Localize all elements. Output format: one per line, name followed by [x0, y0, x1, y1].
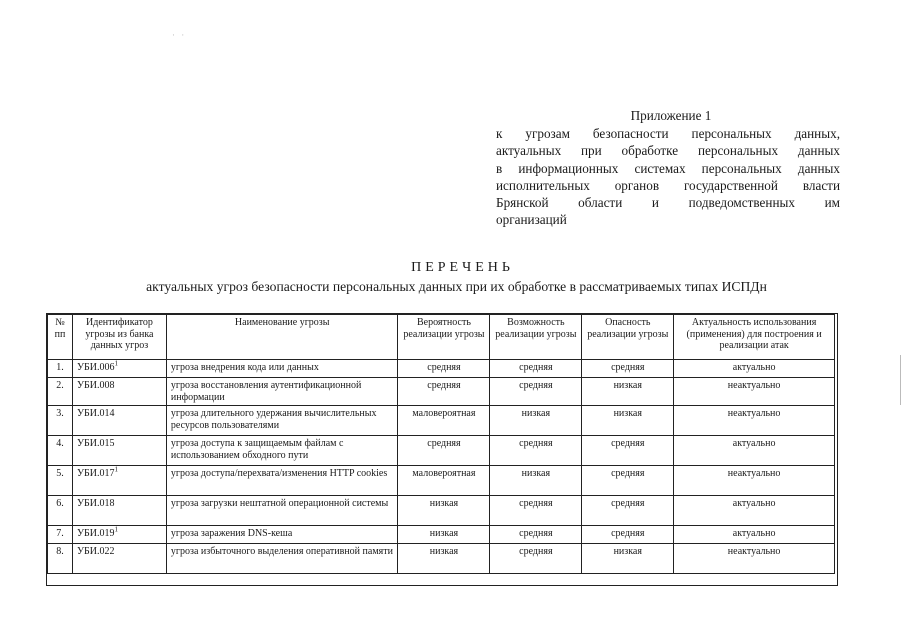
- cell-threat-id: [72, 526, 166, 544]
- cell-threat-name: [166, 526, 398, 544]
- cell-possibility: [490, 436, 582, 466]
- cell-relevance: [674, 360, 835, 378]
- cell-number: [48, 526, 73, 544]
- cell-threat-name: [166, 436, 398, 466]
- cell-possibility-text: средняя: [519, 362, 553, 373]
- cell-danger: [582, 496, 674, 526]
- header-danger: Опасность реализации угрозы: [582, 315, 674, 360]
- cell-threat-id-text: УБИ.015: [76, 438, 115, 449]
- appendix-line: организаций: [496, 212, 567, 228]
- cell-number: [48, 360, 73, 378]
- footnote-marker: 1: [114, 525, 119, 534]
- cell-threat-id-text: УБИ.019: [76, 528, 115, 539]
- cell-probability-text: средняя: [427, 380, 461, 391]
- table-row: [48, 526, 835, 544]
- cell-possibility-text: низкая: [521, 408, 551, 419]
- cell-probability: [398, 544, 490, 574]
- cell-threat-id: [72, 406, 166, 436]
- cell-probability-text: низкая: [429, 528, 459, 539]
- cell-number-text: 5.: [56, 468, 64, 479]
- cell-danger: [582, 544, 674, 574]
- cell-relevance: [674, 406, 835, 436]
- header-possibility: Возможность реализации угрозы: [490, 315, 582, 360]
- cell-relevance: [674, 378, 835, 406]
- footnote-marker: 1: [114, 359, 119, 368]
- appendix-line: в информационных системах персональных данных: [496, 160, 840, 176]
- cell-danger: [582, 466, 674, 496]
- cell-threat-name-text: угроза загрузки нештатной операционной системы: [170, 498, 389, 509]
- document-title: ПЕРЕЧЕНЬ: [411, 260, 514, 275]
- cell-possibility-text: средняя: [519, 546, 553, 557]
- header-number: № пп: [48, 315, 73, 360]
- cell-probability: [398, 360, 490, 378]
- cell-probability-text: средняя: [427, 362, 461, 373]
- cell-danger-text: средняя: [611, 362, 645, 373]
- table-row: [48, 496, 835, 526]
- cell-probability-text: маловероятная: [412, 468, 476, 479]
- cell-threat-name: [166, 360, 398, 378]
- appendix-header: [496, 107, 840, 228]
- cell-relevance: [674, 436, 835, 466]
- cell-probability: [398, 378, 490, 406]
- cell-possibility: [490, 406, 582, 436]
- footnote-marker: 1: [114, 465, 119, 474]
- cell-relevance-text: неактуально: [727, 408, 781, 419]
- cell-number-text: 7.: [56, 528, 64, 539]
- cell-threat-name: [166, 406, 398, 436]
- cell-threat-id: [72, 436, 166, 466]
- table-row: [48, 360, 835, 378]
- appendix-line: Брянской области и подведомственных им: [496, 195, 840, 211]
- cell-possibility: [490, 544, 582, 574]
- cell-possibility-text: средняя: [519, 438, 553, 449]
- cell-danger-text: низкая: [613, 380, 642, 391]
- appendix-line: к угрозам безопасности персональных данных,: [496, 126, 840, 142]
- cell-relevance-text: неактуально: [727, 468, 781, 479]
- cell-threat-name: [166, 496, 398, 526]
- cell-possibility: [490, 360, 582, 378]
- cell-threat-name: [166, 544, 398, 574]
- cell-threat-id: [72, 466, 166, 496]
- scan-speck: · ·: [172, 30, 187, 40]
- cell-danger-text: низкая: [613, 408, 642, 419]
- cell-danger-text: средняя: [611, 468, 645, 479]
- cell-threat-id-text: УБИ.018: [76, 498, 115, 509]
- table-row: [48, 466, 835, 496]
- cell-relevance-text: неактуально: [727, 380, 781, 391]
- cell-threat-id: [72, 544, 166, 574]
- cell-relevance: [674, 496, 835, 526]
- cell-possibility: [490, 378, 582, 406]
- appendix-line: исполнительных органов государственной власти: [496, 177, 840, 193]
- cell-probability: [398, 526, 490, 544]
- cell-relevance-text: актуально: [732, 362, 776, 373]
- cell-possibility: [490, 496, 582, 526]
- cell-threat-name-text: угроза длительного удержания вычислительных ресурсов пользователями: [170, 408, 377, 431]
- cell-threat-name-text: угроза восстановления аутентификационной информации: [170, 380, 362, 403]
- cell-possibility: [490, 466, 582, 496]
- appendix-line: актуальных при обработке персональных данных: [496, 143, 840, 159]
- cell-number-text: 1.: [56, 362, 64, 373]
- cell-threat-name-text: угроза заражения DNS-кеша: [170, 528, 293, 539]
- cell-threat-id-text: УБИ.008: [76, 380, 115, 391]
- cell-probability-text: маловероятная: [412, 408, 476, 419]
- cell-danger-text: средняя: [611, 528, 645, 539]
- table-body: [48, 360, 835, 574]
- cell-number-text: 6.: [56, 498, 64, 509]
- cell-threat-id: [72, 378, 166, 406]
- cell-relevance-text: неактуально: [727, 546, 781, 557]
- cell-threat-name-text: угроза избыточного выделения оперативной памяти: [170, 546, 393, 557]
- cell-threat-name-text: угроза доступа/перехвата/изменения HTTP cookies: [170, 468, 388, 479]
- cell-probability-text: низкая: [429, 546, 459, 557]
- table-row: [48, 378, 835, 406]
- cell-relevance: [674, 526, 835, 544]
- cell-number: [48, 406, 73, 436]
- cell-probability: [398, 466, 490, 496]
- cell-threat-name: [166, 466, 398, 496]
- cell-danger: [582, 436, 674, 466]
- cell-danger-text: средняя: [611, 498, 645, 509]
- cell-threat-id-text: УБИ.022: [76, 546, 115, 557]
- appendix-title: Приложение 1: [630, 108, 712, 123]
- cell-threat-name: [166, 378, 398, 406]
- table-row: [48, 544, 835, 574]
- cell-number-text: 8.: [56, 546, 64, 557]
- cell-threat-id: [72, 496, 166, 526]
- cell-possibility-text: средняя: [519, 380, 553, 391]
- cell-number-text: 4.: [56, 438, 64, 449]
- cell-threat-name-text: угроза внедрения кода или данных: [170, 362, 319, 373]
- cell-threat-id: [72, 360, 166, 378]
- cell-probability: [398, 436, 490, 466]
- cell-threat-id-text: УБИ.014: [76, 408, 115, 419]
- cell-danger-text: средняя: [611, 438, 645, 449]
- cell-relevance-text: актуально: [732, 438, 776, 449]
- cell-threat-name-text: угроза доступа к защищаемым файлам с использованием обходного пути: [170, 438, 344, 461]
- table-row: [48, 406, 835, 436]
- cell-probability-text: средняя: [427, 438, 461, 449]
- cell-relevance: [674, 466, 835, 496]
- cell-possibility-text: средняя: [519, 498, 553, 509]
- appendix-description: [496, 125, 840, 228]
- table-row: [48, 436, 835, 466]
- cell-probability: [398, 496, 490, 526]
- cell-number: [48, 544, 73, 574]
- cell-relevance-text: актуально: [732, 498, 776, 509]
- header-probability: Вероятность реализации угрозы: [398, 315, 490, 360]
- cell-possibility: [490, 526, 582, 544]
- cell-possibility-text: средняя: [519, 528, 553, 539]
- threats-table: [47, 314, 835, 574]
- cell-number-text: 3.: [56, 408, 64, 419]
- cell-danger: [582, 360, 674, 378]
- cell-number-text: 2.: [56, 380, 64, 391]
- cell-danger: [582, 406, 674, 436]
- cell-threat-id-text: УБИ.017: [76, 468, 115, 479]
- document-subtitle: актуальных угроз безопасности персональных данных при их обработке в рассматриваемых типах ИСПДн: [146, 279, 767, 294]
- cell-relevance: [674, 544, 835, 574]
- cell-danger: [582, 526, 674, 544]
- scan-edge-mark: [900, 355, 901, 405]
- header-threat-id: Идентификатор угрозы из банка данных угроз: [72, 315, 166, 360]
- cell-number: [48, 378, 73, 406]
- table-header-row: [48, 315, 835, 360]
- cell-number: [48, 466, 73, 496]
- cell-possibility-text: низкая: [521, 468, 551, 479]
- cell-danger-text: низкая: [613, 546, 642, 557]
- cell-relevance-text: актуально: [732, 528, 776, 539]
- cell-threat-id-text: УБИ.006: [76, 362, 115, 373]
- header-threat-name: Наименование угрозы: [166, 315, 398, 360]
- header-relevance: Актуальность использования (применения) для построения и реализации атак: [674, 315, 835, 360]
- cell-danger: [582, 378, 674, 406]
- cell-probability: [398, 406, 490, 436]
- cell-number: [48, 436, 73, 466]
- cell-number: [48, 496, 73, 526]
- cell-probability-text: низкая: [429, 498, 459, 509]
